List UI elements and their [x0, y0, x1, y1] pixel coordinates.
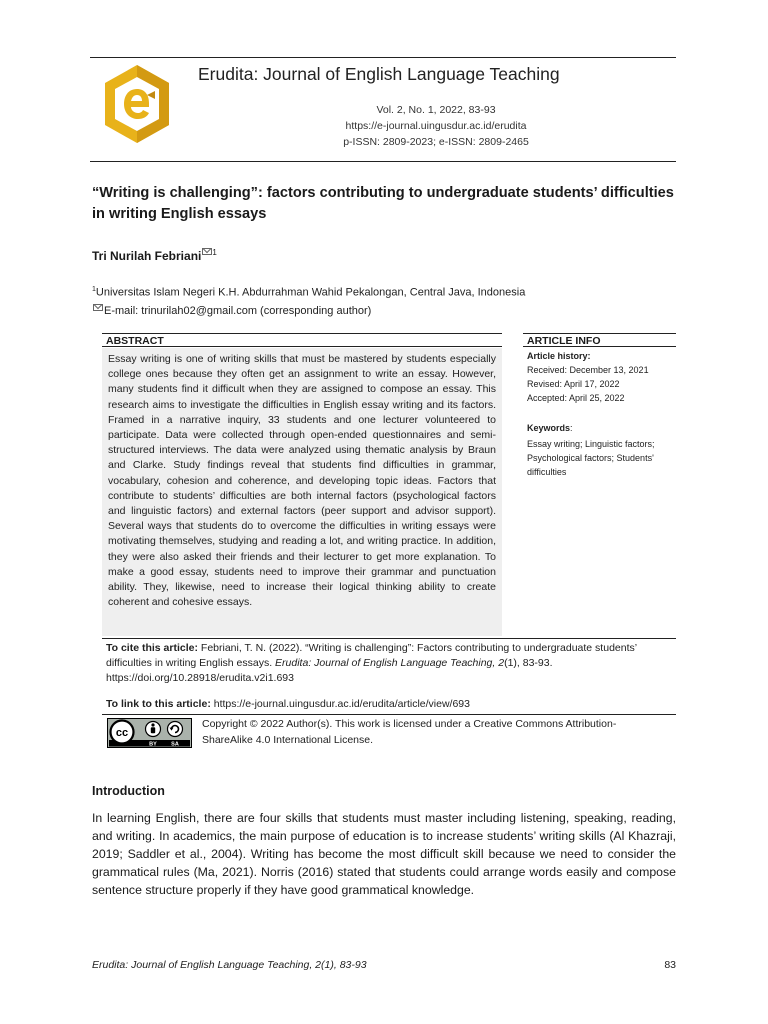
- received-date: Received: December 13, 2021: [527, 365, 649, 375]
- article-history-label: Article history:: [527, 351, 591, 361]
- header-top-rule: [90, 57, 676, 58]
- affiliation: Universitas Islam Negeri K.H. Abdurrahman Wahid Pekalongan, Central Java, Indonesia: [95, 286, 526, 299]
- cite-bottom-rule: [102, 714, 676, 715]
- journal-logo: [103, 63, 171, 145]
- introduction-text: In learning English, there are four skills that students must master including listening, speaking, reading, and writing. In academics, the main purpose of education is to increase students’ writing skills (Al Khazraji, 2019; Saddler et al., 2004). Writing has become the most difficult skill because we need to consider the grammatical rules (Ma, 2021). Norris (2016) stated that students could arrange words easily and compose sentence structure properly if they have good grammatical knowledge.: [92, 811, 676, 898]
- cc-by-text: BY: [149, 741, 157, 748]
- author-line: [92, 248, 217, 263]
- keywords: Essay writing; Linguistic factors; Psychological factors; Students' difficulties: [527, 439, 655, 477]
- citation-block: [106, 641, 672, 686]
- footer-journal: Erudita: Journal of English Language Teaching, 2(1), 83-93: [92, 959, 367, 971]
- page-number: 83: [664, 959, 676, 971]
- keywords-label: Keywords: [527, 423, 571, 433]
- keywords-colon: :: [570, 423, 573, 433]
- abstract-text: Essay writing is one of writing skills that must be mastered by students especially college ones because they often get an assignment to write an essay. However, many students find it difficult when they are assigned to compose an essay. This research aims to investigate the difficulties in English essay writing and its factors. Framed in a narrative inquiry, 33 students and one lecturer volunteered to participate. Data were collected through open-ended questionnaires and semi-structured interviews. The data were analyzed using thematic analysis by Braun and Clarke. Study findings reveal that students find difficulties in grammar, vocabulary, cohesion and coherence, and developing topic ideas. Factors that contribute to students’ difficulties are both internal factors (psychological factors and linguistic factors) and external factors (peer support and advisor support). Several ways that students do to overcome the difficulties in writing essays were motivating themselves, studying and reading a lot, and writing practice. In addition, they were also asked their friends and their lecturer to get more explanation. To make a good essay, students need to improve their grammar and punctuation ability. They, likewise, need to increase their logical thinking ability to create coherent and cohesive essays.: [102, 348, 502, 636]
- affiliation-mark: 1: [92, 286, 96, 293]
- author-email[interactable]: E-mail: trinurilah02@gmail.com (corresponding author): [104, 304, 372, 317]
- cite-top-rule: [102, 638, 676, 639]
- cite-label: To cite this article:: [106, 642, 198, 654]
- link-label: To link to this article:: [106, 698, 211, 710]
- introduction-heading: Introduction: [92, 784, 165, 798]
- cc-license-icon[interactable]: [107, 718, 192, 748]
- cite-text: Febriani, T. N. (2022). “Writing is challenging”: Factors contributing to undergraduate students’ difficulties in writing English essays.: [106, 642, 637, 669]
- link-block: [106, 697, 672, 712]
- article-info: [527, 349, 677, 479]
- cc-sa-text: SA: [171, 741, 179, 748]
- article-link[interactable]: https://e-journal.uingusdur.ac.id/erudita/article/view/693: [210, 698, 470, 710]
- cc-badge-text: cc: [115, 727, 129, 739]
- issn-info: p-ISSN: 2809-2023; e-ISSN: 2809-2465: [343, 136, 529, 148]
- volume-info: Vol. 2, No. 1, 2022, 83-93: [376, 104, 496, 116]
- author-name: Tri Nurilah Febriani: [92, 249, 202, 263]
- revised-date: Revised: April 17, 2022: [527, 379, 620, 389]
- journal-url[interactable]: https://e-journal.uingusdur.ac.id/erudita: [345, 120, 527, 132]
- mail-icon: [202, 248, 212, 255]
- cite-journal: Erudita: Journal of English Language Teaching, 2: [275, 657, 505, 669]
- author-affiliation-mark: 1: [212, 248, 217, 257]
- journal-meta: [196, 102, 676, 150]
- license-text: Copyright © 2022 Author(s). This work is licensed under a Creative Commons Attribution-ShareAlike 4.0 International License.: [202, 718, 617, 746]
- header-bottom-rule: [90, 161, 676, 162]
- article-info-heading: ARTICLE INFO: [523, 333, 676, 347]
- affiliation-block: [92, 281, 525, 320]
- abstract-heading: ABSTRACT: [102, 333, 502, 347]
- cite-issue-doi[interactable]: (1), 83-93. https://doi.org/10.28918/erudita.v2i1.693: [106, 657, 553, 684]
- paper-title: “Writing is challenging”: factors contributing to undergraduate students’ difficulties in writing English essays: [92, 185, 674, 222]
- mail-icon: [93, 304, 103, 311]
- journal-title: Erudita: Journal of English Language Teaching: [198, 64, 560, 84]
- accepted-date: Accepted: April 25, 2022: [527, 393, 625, 403]
